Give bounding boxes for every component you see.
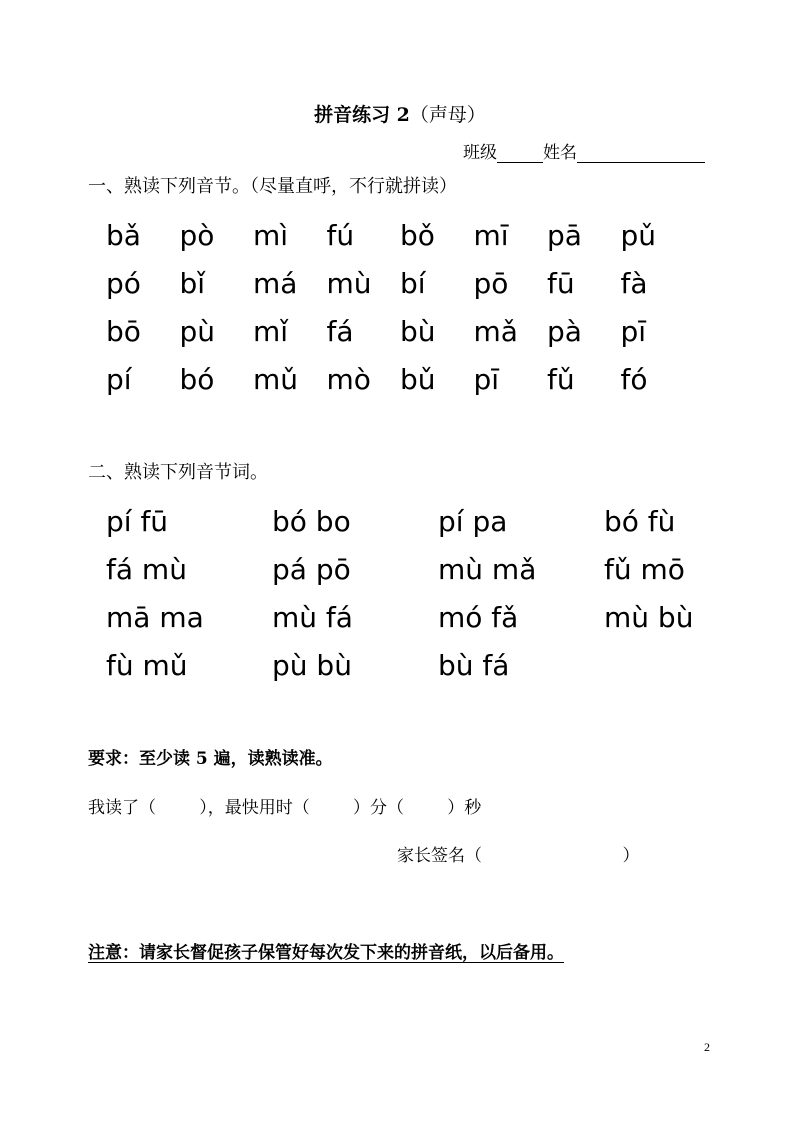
name-blank[interactable] [577, 144, 705, 163]
syllable-row [106, 259, 694, 307]
pinyin-word: bó bo [272, 504, 351, 538]
syllable: bù [400, 314, 436, 348]
title-paren: （声母） [409, 104, 486, 126]
syllable: pí [106, 362, 132, 396]
syllable: mù [326, 266, 372, 300]
syllable: bó [179, 362, 215, 396]
word-row [106, 545, 770, 593]
syllable: mī [473, 218, 509, 252]
syllable: mǎ [473, 314, 518, 348]
syllable: fū [547, 266, 575, 300]
syllable: mǔ [253, 362, 299, 396]
syllable: bǐ [179, 266, 206, 300]
syllable: fó [620, 362, 648, 396]
syllable: mǐ [253, 314, 289, 348]
section1-heading: 一、熟读下列音节。（尽量直呼，不行就拼读） [88, 176, 457, 197]
pinyin-word: mù bù [604, 600, 694, 634]
syllable: pī [620, 314, 647, 348]
word-row [106, 641, 770, 689]
title-main: 拼音练习 2 [314, 104, 410, 126]
pinyin-word: bù fá [438, 648, 510, 682]
syllable: pò [179, 218, 215, 252]
reading-record-line[interactable]: 我读了（ ），最快用时（ ）分（ ）秒 [88, 798, 482, 818]
syllable: pù [179, 314, 216, 348]
syllable-grid [106, 211, 694, 403]
pinyin-word: pí fū [106, 504, 169, 538]
syllable: fǔ [547, 362, 575, 396]
pinyin-word: pù bù [272, 648, 352, 682]
class-label: 班级 [463, 143, 497, 163]
syllable: má [253, 266, 298, 300]
page-title [0, 100, 800, 127]
syllable: bǎ [106, 218, 141, 252]
syllable: bǔ [400, 362, 436, 396]
word-grid [106, 497, 770, 689]
pinyin-word: fá mù [106, 552, 187, 586]
parent-signature-line[interactable]: 家长签名（ ） [397, 846, 640, 866]
syllable-row [106, 355, 694, 403]
syllable: fá [326, 314, 354, 348]
pinyin-word: pá pō [272, 552, 351, 586]
syllable: fú [326, 218, 355, 252]
syllable: pō [473, 266, 509, 300]
note-text: 注意：请家长督促孩子保管好每次发下来的拼音纸，以后备用。 [88, 943, 564, 963]
pinyin-word: fǔ mō [604, 552, 685, 586]
section2-heading: 二、熟读下列音节词。 [88, 462, 268, 483]
syllable: mò [326, 362, 371, 396]
syllable: mì [253, 218, 289, 252]
syllable-row [106, 211, 694, 259]
pinyin-word: bó fù [604, 504, 676, 538]
syllable: pā [547, 218, 582, 252]
pinyin-word: pí pa [438, 504, 508, 538]
name-label: 姓名 [543, 143, 577, 163]
word-row [106, 497, 770, 545]
word-row [106, 593, 770, 641]
pinyin-word: mó fǎ [438, 600, 519, 634]
requirement-text: 要求：至少读 5 遍，读熟读准。 [88, 749, 333, 769]
pinyin-word: fù mǔ [106, 648, 188, 682]
syllable: pī [473, 362, 500, 396]
pinyin-word: mù mǎ [438, 552, 537, 586]
syllable: fà [620, 266, 648, 300]
syllable: bǒ [400, 218, 435, 252]
syllable: pó [106, 266, 141, 300]
class-blank[interactable] [497, 144, 543, 163]
syllable: pǔ [620, 218, 657, 252]
syllable: bí [400, 266, 426, 300]
page-number: 2 [704, 1040, 710, 1054]
syllable: bō [106, 314, 141, 348]
pinyin-word: mù fá [272, 600, 353, 634]
pinyin-word: mā ma [106, 600, 204, 634]
syllable: pà [547, 314, 582, 348]
syllable-row [106, 307, 694, 355]
class-name-line [463, 138, 705, 163]
